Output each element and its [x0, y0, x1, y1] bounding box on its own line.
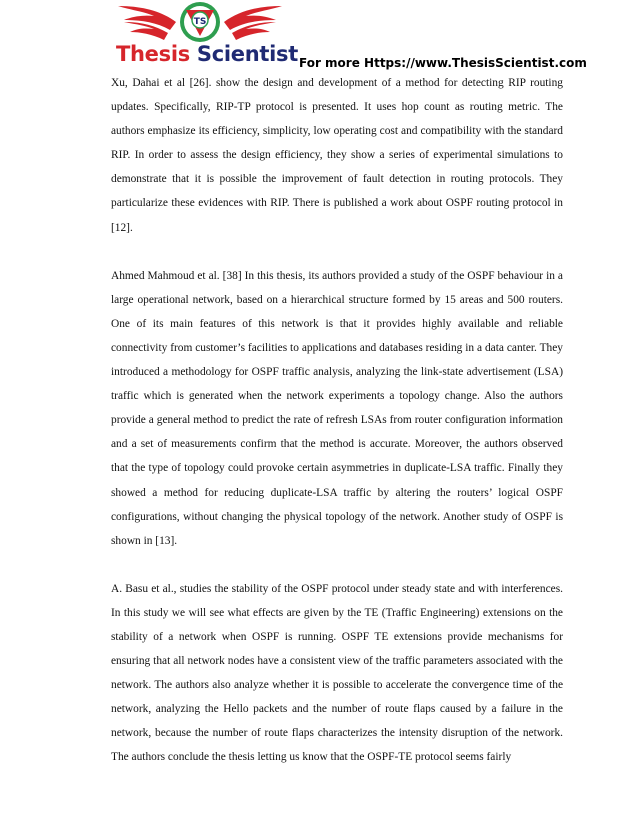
document-body [111, 71, 563, 770]
emblem-letters: TS [193, 17, 207, 27]
paragraph-ahmed-mahmoud: Ahmed Mahmoud et al. [38] In this thesis, its authors provided a study of the OSPF behaviour in a large operational network, based on a hierarchical structure formed by 15 areas and 500 routers. One of its main features of this network is that it provides highly available and reliable connectivity from customer’s facilities to applications and databases residing in a data canter. They introduced a methodology for OSPF traffic analysis, analyzing the link-state advertisement (LSA) traffic which is generated when the network experiments a topology change. Also the authors provide a general method to predict the rate of refresh LSAs from router configuration information and a set of measurements confirm that the method is accurate. Moreover, the authors observed that the type of topology could provoke certain asymmetries in duplicate-LSA traffic. Finally they showed a method for reducing duplicate-LSA traffic by altering the routers’ logical OSPF configurations, without changing the physical topology of the network. Another study of OSPF is shown in [13]. [111, 269, 563, 547]
paragraph-basu: A. Basu et al., studies the stability of the OSPF protocol under steady state and with interferences. In this study we will see what effects are given by the TE (Traffic Engineering) extensions on the stability of a network when OSPF is running. OSPF TE extensions provide mechanisms for ensuring that all network nodes have a consistent view of the traffic parameters associated with the network. The authors also analyze whether it is possible to accelerate the convergence time of the network, analyzing the Hello packets and the number of route flaps caused by a failure in the network, because the number of route flaps characterizes the intensity disruption of the network. The authors conclude the thesis letting us know that the OSPF-TE protocol seems fairly [111, 582, 563, 764]
thesis-scientist-logo[interactable] [110, 0, 298, 74]
logo-wordmark [116, 42, 298, 66]
page-header [0, 0, 638, 78]
website-link[interactable]: For more Https://www.ThesisScientist.com [299, 56, 587, 70]
winged-emblem-icon [110, 0, 290, 48]
paragraph-xu-dahai: Xu, Dahai et al [26]. show the design and development of a method for detecting RIP routing updates. Specifically, RIP-TP protocol is presented. It uses hop count as routing metric. The authors emphasize its efficiency, simplicity, low operating cost and compatibility with the standard RIP. In order to assess the design efficiency, they show a series of experimental simulations to demonstrate that it is possible the improvement of fault detection in routing protocols. They particularize these evidences with RIP. There is published a work about OSPF routing protocol in [12]. [111, 77, 563, 234]
logo-text-scientist: Scientist [189, 42, 298, 66]
logo-text-thesis: Thesis [116, 42, 190, 66]
